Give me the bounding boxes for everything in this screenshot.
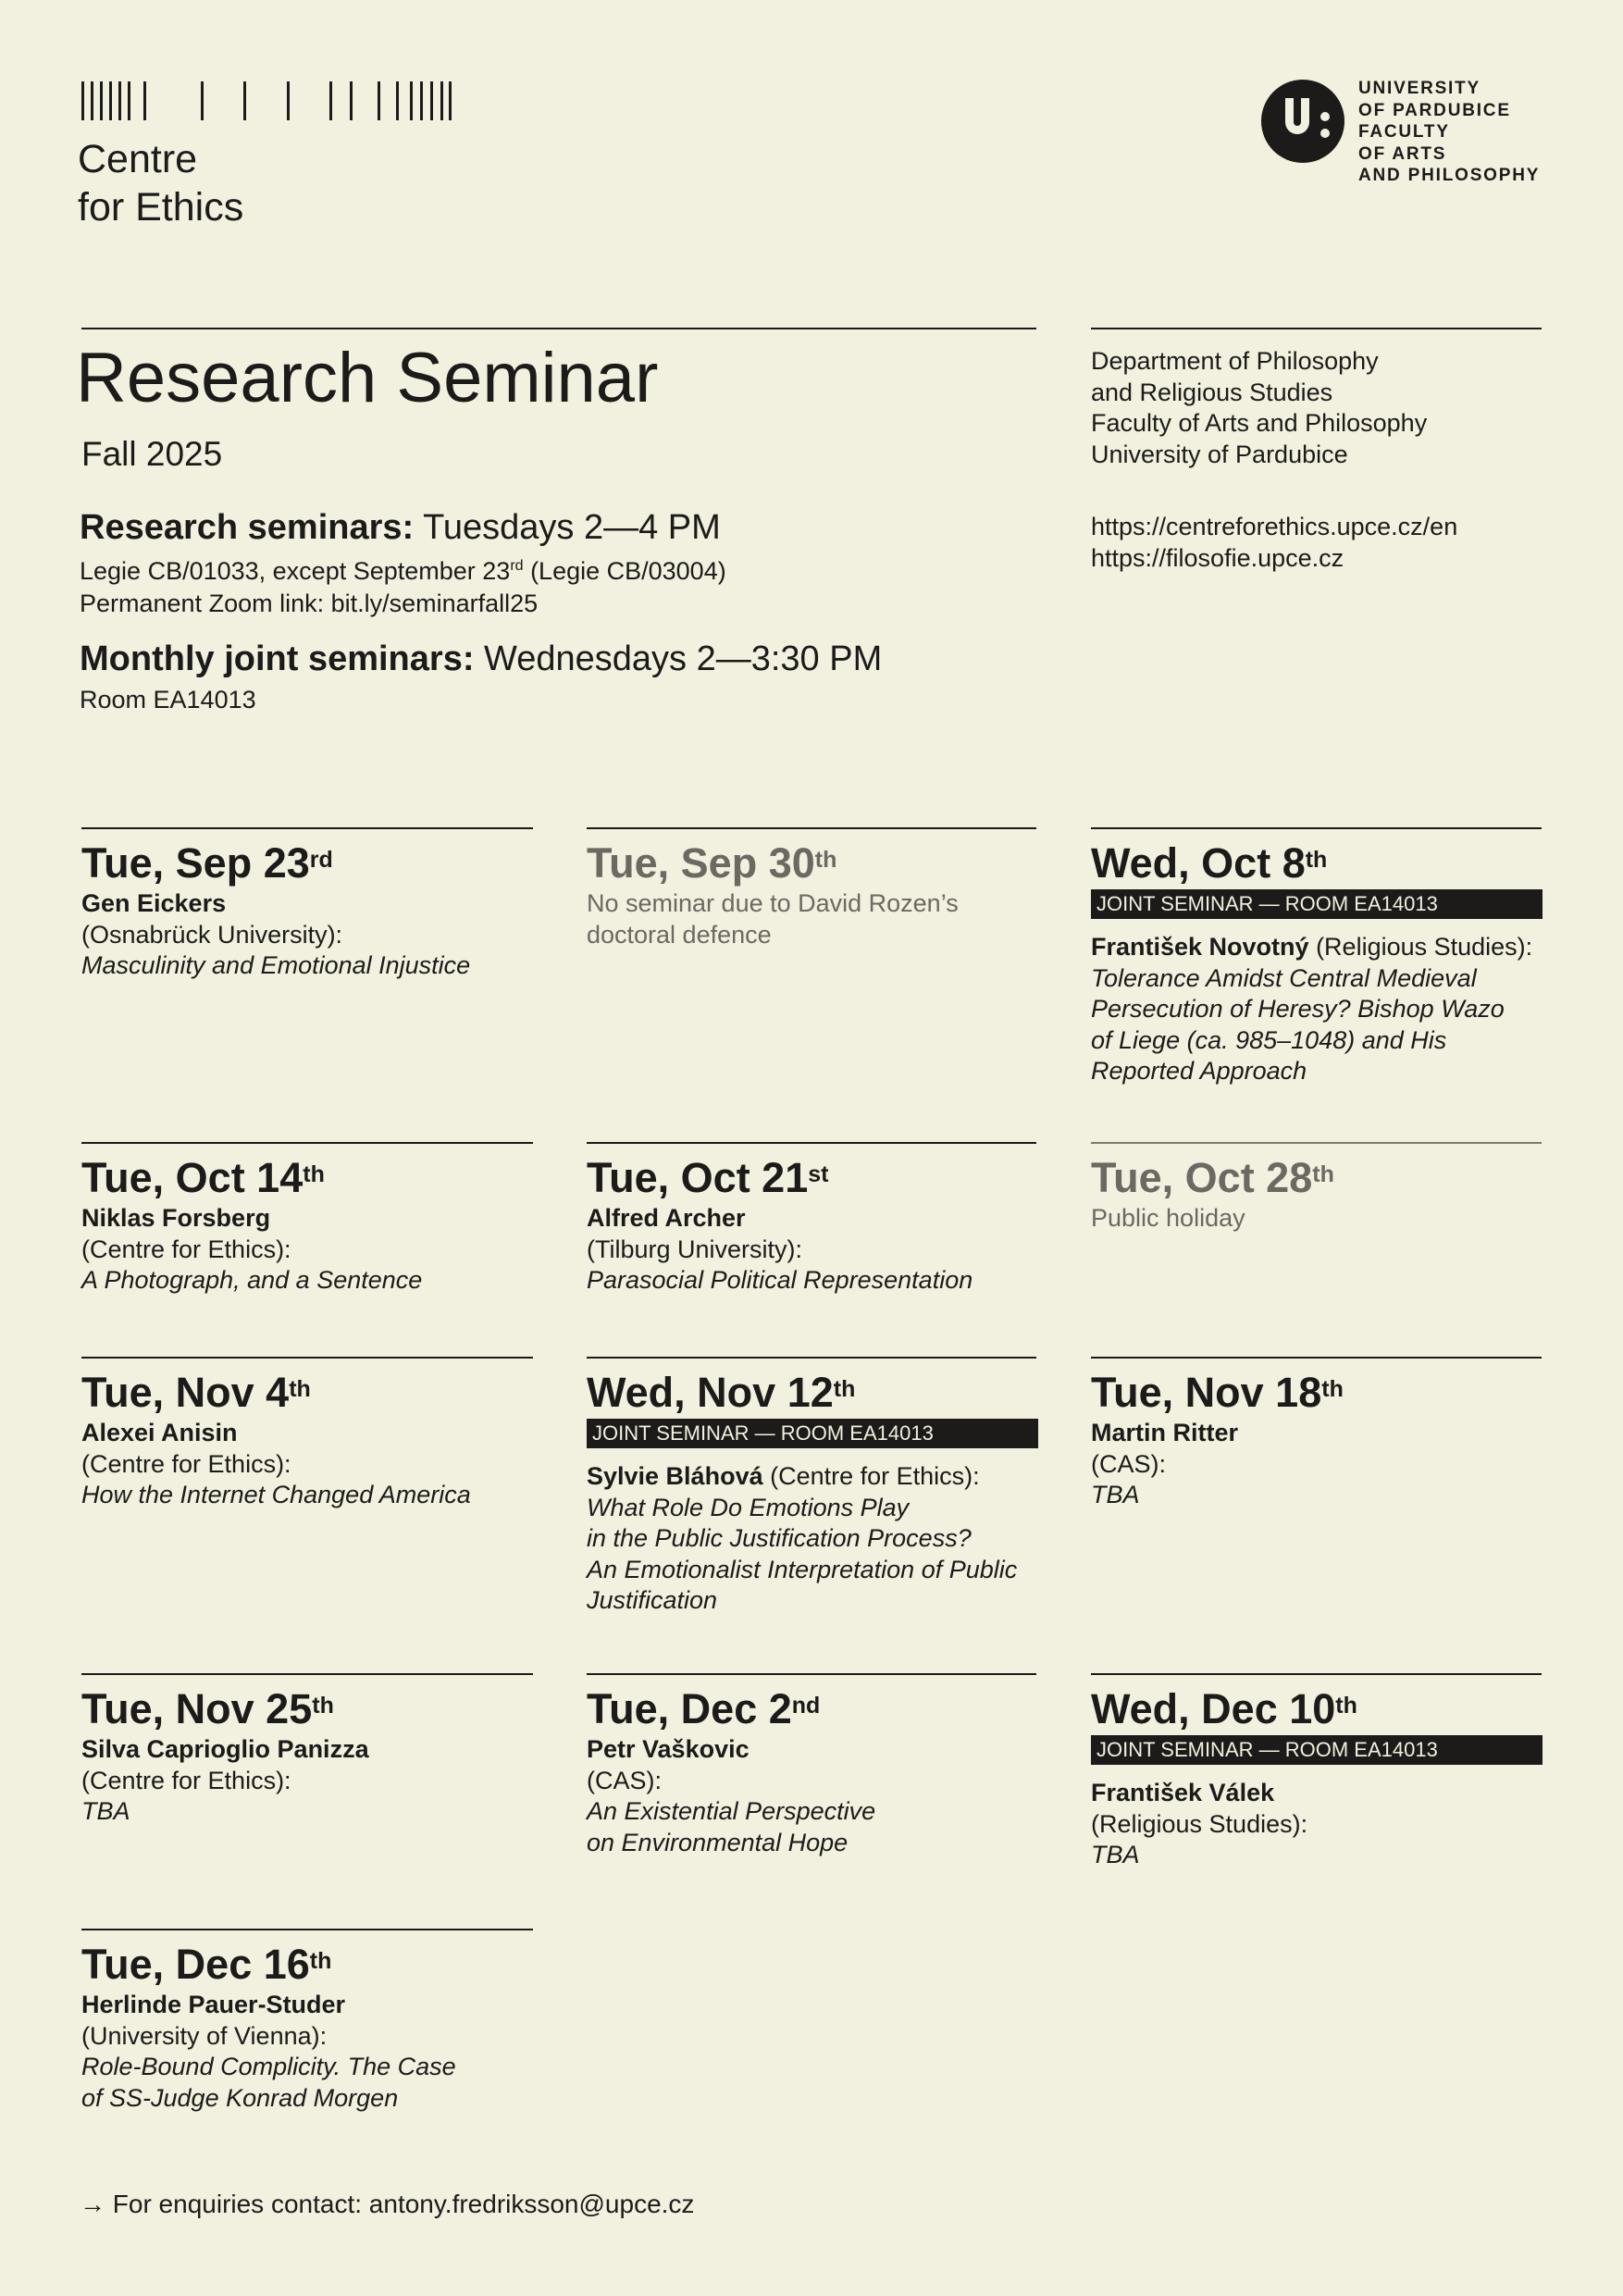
seminar-date: Wed, Dec 10th bbox=[1091, 1685, 1357, 1732]
seminar-speaker: Niklas Forsberg bbox=[81, 1204, 271, 1232]
research-seminar-room: Legie CB/01033, except September 23rd (Legie CB/03004) bbox=[80, 557, 726, 585]
seminar-speaker: Gen Eickers bbox=[81, 889, 227, 917]
divider bbox=[1091, 1357, 1542, 1359]
seminar-date: Wed, Nov 12th bbox=[587, 1369, 856, 1416]
seminar-speaker: Petr Vaškovic bbox=[587, 1735, 750, 1763]
seminar-entry bbox=[1091, 1684, 1544, 1871]
seminar-affiliation: (Religious Studies): bbox=[1091, 1809, 1308, 1838]
seminar-date: Tue, Oct 21st bbox=[587, 1154, 829, 1201]
seminar-talk-title: Parasocial Political Representation bbox=[587, 1266, 973, 1294]
seminar-affiliation: (CAS): bbox=[587, 1766, 662, 1794]
seminar-talk-title: How the Internet Changed America bbox=[81, 1481, 471, 1508]
joint-seminar-room: Room EA14013 bbox=[80, 686, 256, 714]
seminar-talk-title: TBA bbox=[1091, 1481, 1140, 1508]
centre-name: Centre for Ethics bbox=[78, 137, 244, 230]
seminar-speaker: Martin Ritter bbox=[1091, 1419, 1239, 1446]
contact-line bbox=[80, 2188, 694, 2221]
website-links bbox=[1091, 512, 1457, 574]
seminar-entry bbox=[587, 838, 1040, 950]
page-title: Research Seminar bbox=[76, 339, 659, 417]
centre-barcode-graphic bbox=[81, 81, 452, 120]
term: Fall 2025 bbox=[81, 435, 223, 473]
seminar-entry bbox=[81, 838, 535, 982]
seminar-affiliation: (Osnabrück University): bbox=[81, 920, 343, 949]
joint-seminar-badge: JOINT SEMINAR — ROOM EA14013 bbox=[1091, 889, 1542, 919]
divider bbox=[587, 1142, 1036, 1144]
seminar-date: Tue, Oct 28th bbox=[1091, 1154, 1334, 1201]
seminar-affiliation: (Tilburg University): bbox=[587, 1235, 803, 1263]
seminar-speaker: František Novotný (Religious Studies): bbox=[1091, 933, 1533, 961]
divider bbox=[81, 1673, 533, 1675]
seminar-entry bbox=[81, 1153, 535, 1297]
seminar-date: Tue, Nov 4th bbox=[81, 1369, 311, 1416]
seminar-talk-title: TBA bbox=[1091, 1841, 1140, 1868]
seminar-entry bbox=[587, 1368, 1040, 1617]
seminar-date: Wed, Oct 8th bbox=[1091, 839, 1328, 887]
seminar-speaker: Alexei Anisin bbox=[81, 1419, 238, 1446]
divider bbox=[81, 827, 533, 829]
seminar-speaker: František Válek bbox=[1091, 1779, 1275, 1806]
seminar-talk-title: Tolerance Amidst Central Medieval Persecution of Heresy? Bishop Wazo of Liege (ca. 985–1048) and His Reported Approach bbox=[1091, 963, 1505, 1085]
seminar-note: Public holiday bbox=[1091, 1204, 1245, 1232]
zoom-link[interactable]: Permanent Zoom link: bit.ly/seminarfall25 bbox=[80, 590, 539, 617]
seminar-talk-title: An Existential Perspective on Environmental Hope bbox=[587, 1797, 876, 1856]
divider bbox=[81, 328, 1036, 329]
seminar-speaker: Silva Caprioglio Panizza bbox=[81, 1735, 369, 1763]
seminar-talk-title: Role-Bound Complicity. The Case of SS-Judge Konrad Morgen bbox=[81, 2053, 456, 2112]
seminar-talk-title: TBA bbox=[81, 1797, 130, 1825]
seminar-affiliation: (CAS): bbox=[1091, 1449, 1166, 1478]
divider bbox=[81, 1142, 533, 1144]
seminar-talk-title: Masculinity and Emotional Injustice bbox=[81, 951, 471, 979]
divider bbox=[1091, 827, 1542, 829]
divider bbox=[587, 1673, 1036, 1675]
arrow-right-icon: → bbox=[80, 2190, 105, 2218]
seminar-entry bbox=[81, 1940, 535, 2114]
divider bbox=[81, 1929, 533, 1930]
seminar-entry bbox=[1091, 1368, 1544, 1511]
university-name: UNIVERSITY OF PARDUBICE FACULTY OF ARTS AND PHILOSOPHY bbox=[1358, 79, 1541, 185]
seminar-speaker: Sylvie Bláhová (Centre for Ethics): bbox=[587, 1462, 980, 1490]
divider bbox=[1091, 328, 1542, 329]
university-of-pardubice-logo-icon bbox=[1261, 80, 1344, 163]
seminar-date: Tue, Dec 16th bbox=[81, 1941, 332, 1988]
seminar-entry bbox=[1091, 838, 1544, 1087]
seminar-speaker: Alfred Archer bbox=[587, 1204, 746, 1232]
joint-seminar-schedule: Monthly joint seminars: Wednesdays 2—3:30 PM bbox=[80, 639, 883, 678]
department-info: Department of Philosophy and Religious Studies Faculty of Arts and Philosophy University of Pardubice bbox=[1091, 347, 1428, 468]
seminar-affiliation: (University of Vienna): bbox=[81, 2021, 328, 2050]
seminar-affiliation: (Centre for Ethics): bbox=[81, 1766, 291, 1794]
divider bbox=[1091, 1673, 1542, 1675]
seminar-talk-title: A Photograph, and a Sentence bbox=[81, 1266, 423, 1294]
seminar-entry bbox=[81, 1368, 535, 1511]
seminar-date: Tue, Oct 14th bbox=[81, 1154, 325, 1201]
contact-email[interactable]: For enquiries contact: antony.fredriksson@upce.cz bbox=[105, 2190, 695, 2218]
seminar-affiliation: (Centre for Ethics): bbox=[81, 1449, 291, 1478]
seminar-date: Tue, Nov 25th bbox=[81, 1685, 334, 1732]
divider bbox=[81, 1357, 533, 1359]
centre-website-link[interactable]: https://centreforethics.upce.cz/en bbox=[1091, 513, 1458, 540]
joint-seminar-badge: JOINT SEMINAR — ROOM EA14013 bbox=[587, 1419, 1038, 1448]
research-seminar-schedule: Research seminars: Tuesdays 2—4 PM bbox=[80, 508, 721, 547]
seminar-date: Tue, Nov 18th bbox=[1091, 1369, 1344, 1416]
seminar-date: Tue, Dec 2nd bbox=[587, 1685, 821, 1732]
seminar-date: Tue, Sep 30th bbox=[587, 839, 837, 887]
seminar-entry bbox=[587, 1684, 1040, 1858]
seminar-affiliation: (Centre for Ethics): bbox=[81, 1235, 291, 1263]
seminar-entry bbox=[81, 1684, 535, 1828]
divider bbox=[587, 1357, 1036, 1359]
seminar-entry bbox=[1091, 1153, 1544, 1235]
joint-seminar-badge: JOINT SEMINAR — ROOM EA14013 bbox=[1091, 1735, 1542, 1765]
divider bbox=[1091, 1142, 1542, 1144]
seminar-date: Tue, Sep 23rd bbox=[81, 839, 333, 887]
philosophy-website-link[interactable]: https://filosofie.upce.cz bbox=[1091, 543, 1344, 572]
seminar-entry bbox=[587, 1153, 1040, 1297]
seminar-speaker: Herlinde Pauer-Studer bbox=[81, 1991, 346, 2018]
seminar-note: No seminar due to David Rozen’s doctoral defence bbox=[587, 889, 959, 949]
divider bbox=[587, 827, 1036, 829]
seminar-talk-title: What Role Do Emotions Play in the Public Justification Process? An Emotionalist Interpretation of Public Justification bbox=[587, 1493, 1018, 1614]
